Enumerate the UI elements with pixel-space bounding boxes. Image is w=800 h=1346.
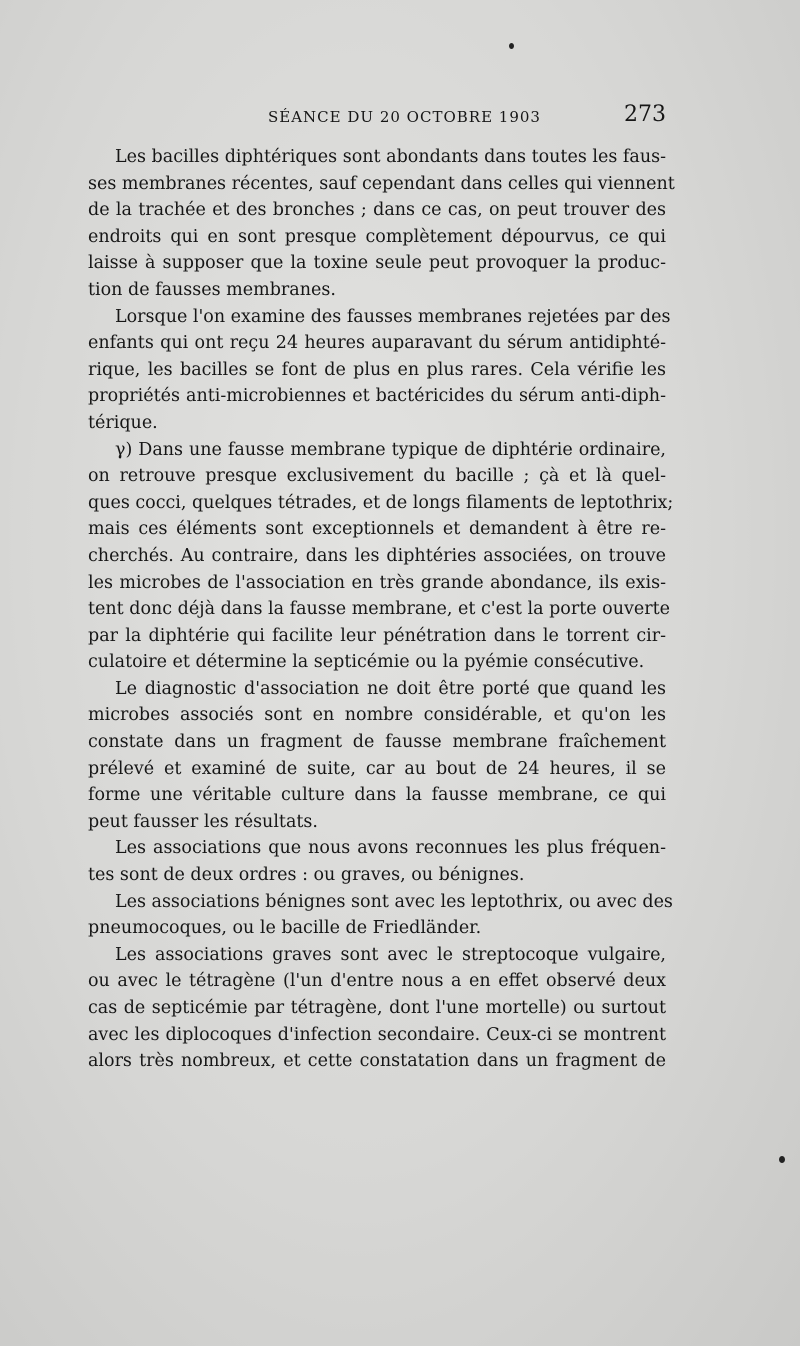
text-line: pneumocoques, ou le bacille de Friedländer. — [88, 918, 482, 939]
text-line: Lorsque l'on examine des fausses membranes rejetées par des — [115, 306, 671, 327]
text-line: γ) Dans une fausse membrane typique de diphtérie ordinaire, — [115, 439, 666, 460]
page-header — [88, 98, 666, 138]
text-line: tes sont de deux ordres : ou graves, ou bénignes. — [88, 865, 525, 886]
text-line: les microbes de l'association en très grande abondance, ils exis- — [88, 572, 666, 593]
text-line: peut fausser les résultats. — [88, 811, 318, 832]
text-line: forme une véritable culture dans la fausse membrane, ce qui — [88, 785, 666, 806]
text-line: constate dans un fragment de fausse membrane fraîchement — [88, 732, 666, 753]
text-line: Les bacilles diphtériques sont abondants dans toutes les faus- — [115, 147, 666, 167]
text-line: ses membranes récentes, sauf cependant dans celles qui viennent — [88, 173, 675, 194]
ink-speck — [779, 1156, 785, 1163]
text-line: Les associations bénignes sont avec les leptothrix, ou avec des — [115, 891, 673, 912]
running-title: SÉANCE DU 20 OCTOBRE 1903 — [268, 108, 541, 126]
text-line: alors très nombreux, et cette constatation dans un fragment de — [88, 1051, 666, 1072]
ink-speck — [509, 43, 514, 49]
text-line: laisse à supposer que la toxine seule peut provoquer la produc- — [88, 253, 666, 274]
text-line: térique. — [88, 412, 158, 433]
text-line: tent donc déjà dans la fausse membrane, et c'est la porte ouverte — [88, 599, 670, 620]
text-line: cas de septicémie par tétragène, dont l'une mortelle) ou surtout — [88, 998, 666, 1018]
text-line: avec les diplocoques d'infection secondaire. Ceux-ci se montrent — [88, 1024, 666, 1045]
text-line: de la trachée et des bronches ; dans ce cas, on peut trouver des — [88, 200, 666, 221]
text-line: enfants qui ont reçu 24 heures auparavant du sérum antidiphté- — [88, 333, 666, 354]
page-number: 273 — [624, 102, 666, 127]
text-line: par la diphtérie qui facilite leur pénétration dans le torrent cir- — [88, 625, 666, 646]
text-line: Le diagnostic d'association ne doit être porté que quand les — [115, 678, 666, 699]
text-line: propriétés anti-microbiennes et bactéricides du sérum anti-diph- — [88, 386, 666, 407]
text-line: ques cocci, quelques tétrades, et de longs filaments de leptothrix; — [88, 492, 674, 513]
text-line: culatoire et détermine la septicémie ou la pyémie consécutive. — [88, 652, 645, 673]
text-line: rique, les bacilles se font de plus en plus rares. Cela vérifie les — [88, 359, 666, 380]
text-line: microbes associés sont en nombre considérable, et qu'on les — [88, 705, 666, 726]
body-text — [88, 144, 675, 1075]
text-line: cherchés. Au contraire, dans les diphtéries associées, on trouve — [88, 545, 666, 566]
text-line: ou avec le tétragène (l'un d'entre nous a en effet observé deux — [88, 971, 666, 992]
text-line: Les associations que nous avons reconnues les plus fréquen- — [115, 838, 666, 859]
text-line: on retrouve presque exclusivement du bacille ; çà et là quel- — [88, 466, 666, 487]
text-line: Les associations graves sont avec le streptocoque vulgaire, — [115, 944, 666, 965]
text-line: endroits qui en sont presque complètement dépourvus, ce qui — [88, 226, 666, 247]
text-line: tion de fausses membranes. — [88, 279, 336, 300]
text-line: prélevé et examiné de suite, car au bout de 24 heures, il se — [88, 758, 666, 779]
text-line: mais ces éléments sont exceptionnels et demandent à être re- — [88, 519, 666, 540]
